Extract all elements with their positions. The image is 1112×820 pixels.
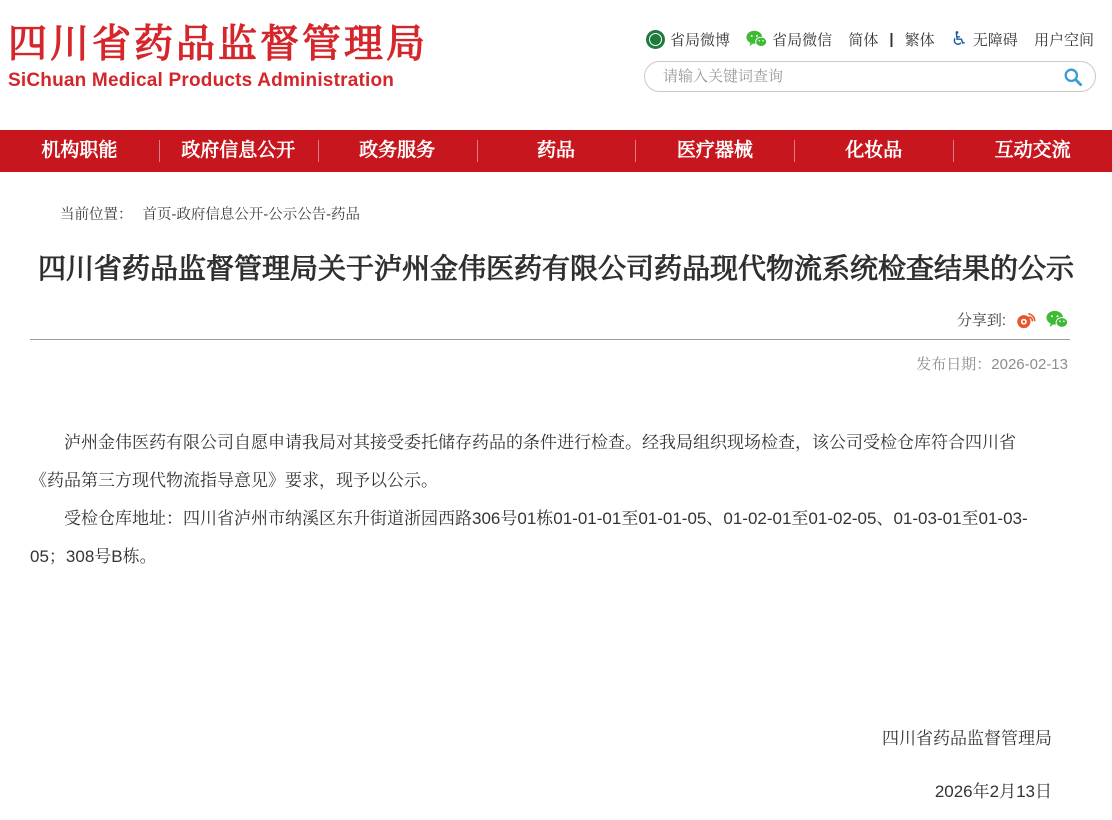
nav-item-gov-services[interactable]: 政务服务 [318,130,477,172]
nav-item-medical-devices[interactable]: 医疗器械 [635,130,794,172]
publish-date [0,353,1068,374]
article-paragraph: 受检仓库地址：四川省泸州市纳溪区东升街道浙园西路306号01栋01-01-01至01-01-05、01-02-01至01-02-05、01-03-01至01-03-05；308号B栋。 [30,509,1028,566]
weibo-link-label: 省局微博 [670,31,731,49]
article-paragraph: 泸州金伟医药有限公司自愿申请我局对其接受委托储存药品的条件进行检查。经我局组织现场检查，该公司受检仓库符合四川省《药品第三方现代物流指导意见》要求，现予以公示。 [30,433,1016,490]
title-divider [30,339,1070,340]
publish-date-value: 2026-02-13 [991,356,1068,373]
accessibility-link[interactable] [951,29,1018,50]
wechat-link-label: 省局微信 [772,31,833,49]
site-logo[interactable] [8,24,428,92]
language-toggle [848,29,934,50]
share-row [0,309,1068,330]
nav-item-organization[interactable]: 机构职能 [41,140,118,161]
accessibility-label: 无障碍 [972,31,1018,49]
site-header [0,0,1112,130]
signature-date: 2026年2月13日 [934,782,1052,801]
search-icon[interactable] [1063,67,1083,87]
publish-date-label: 发布日期： [916,356,992,373]
share-label: 分享到: [956,312,1006,329]
breadcrumb [0,172,1112,224]
share-weibo-icon[interactable] [1015,310,1037,329]
lang-simplified[interactable]: 简体 [848,31,879,49]
nav-item-interaction[interactable]: 互动交流 [953,130,1112,172]
search-box [644,61,1096,92]
site-title: 四川省药品监督管理局 [8,23,429,66]
search-input[interactable] [661,67,1063,86]
main-nav [0,130,1112,172]
page-title: 四川省药品监督管理局关于泸州金伟医药有限公司药品现代物流系统检查结果的公示 [37,253,1074,284]
wechat-icon [746,30,767,48]
nav-item-cosmetics[interactable]: 化妆品 [794,130,953,172]
share-wechat-icon[interactable] [1046,310,1068,329]
breadcrumb-path[interactable]: 首页-政府信息公开-公示公告-药品 [142,207,361,223]
article-footer [0,724,1052,802]
signature: 四川省药品监督管理局 [882,729,1052,748]
lang-separator: | [889,30,894,48]
user-space-label: 用户空间 [1033,31,1094,49]
user-space-link[interactable] [1034,29,1094,50]
header-utilities [644,28,1096,50]
article [0,251,1112,802]
nav-item-drugs[interactable]: 药品 [477,130,636,172]
site-subtitle: SiChuan Medical Products Administration [8,69,395,91]
nav-item-gov-info[interactable]: 政府信息公开 [159,130,318,172]
accessibility-icon: ♿ [950,27,968,50]
lang-traditional[interactable]: 繁体 [904,31,935,49]
article-body [30,424,1048,576]
weibo-link[interactable] [646,29,730,50]
header-right [644,28,1096,92]
breadcrumb-label: 当前位置： [60,207,133,223]
wechat-link[interactable] [746,29,832,50]
weibo-icon [646,30,665,49]
